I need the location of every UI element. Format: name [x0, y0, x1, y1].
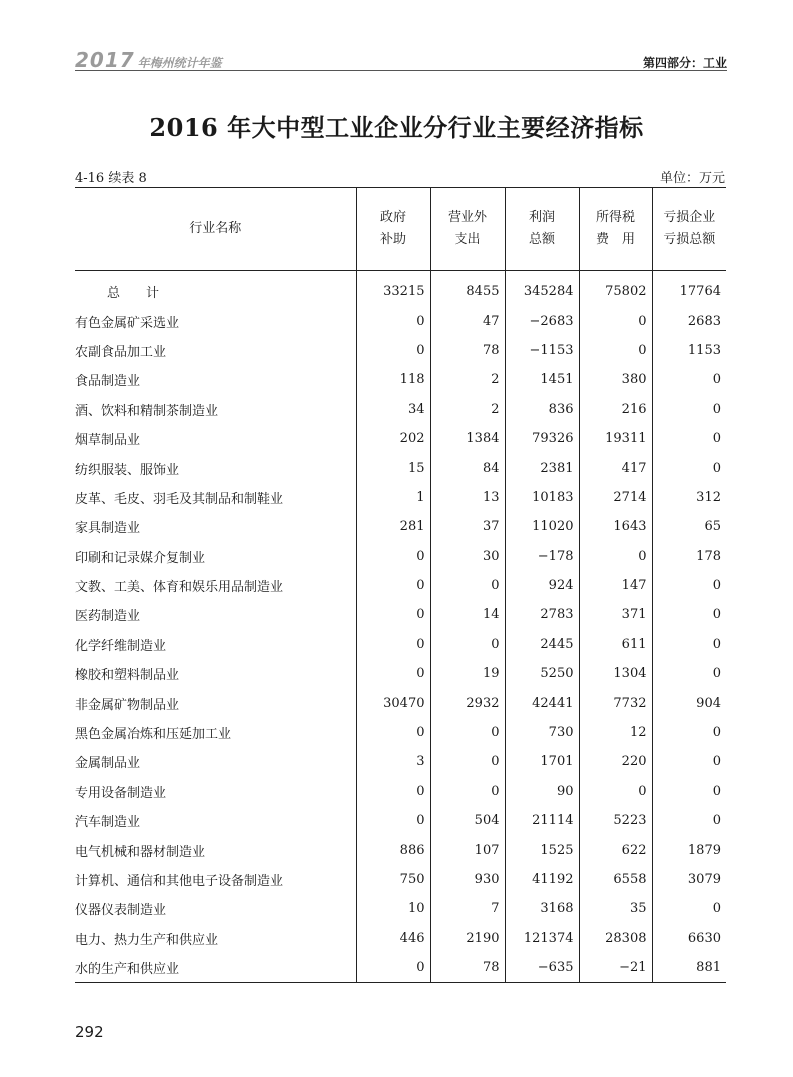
table-cell: 78: [430, 953, 505, 983]
table-cell: 107: [430, 835, 505, 864]
industry-name: 电力、热力生产和供应业: [75, 932, 219, 948]
table-code: 4-16 续表 8: [75, 171, 147, 186]
table-cell: 0: [356, 571, 430, 600]
header-nonop-expense: 营业外 支出: [430, 188, 505, 271]
table-cell: 1153: [652, 336, 726, 365]
industry-name: 橡胶和塑料制品业: [75, 668, 180, 684]
table-cell: 0: [579, 777, 652, 806]
table-cell: 1525: [505, 835, 579, 864]
table-cell: 21114: [505, 806, 579, 835]
table-row: [75, 512, 726, 541]
industry-name: 医药制造业: [75, 609, 141, 625]
table-cell: −635: [505, 953, 579, 983]
table-cell: 216: [579, 395, 652, 424]
table-cell: 904: [652, 688, 726, 717]
industry-name: 金属制品业: [75, 756, 141, 772]
table-row: [75, 395, 726, 424]
table-cell: 202: [356, 424, 430, 453]
table-cell: 930: [430, 865, 505, 894]
table-cell: 0: [356, 718, 430, 747]
table-cell: 8455: [430, 271, 505, 307]
table-cell: 11020: [505, 512, 579, 541]
table-cell: 0: [652, 571, 726, 600]
industry-name: 计算机、通信和其他电子设备制造业: [75, 874, 284, 889]
table-cell: 0: [652, 453, 726, 482]
table-cell: 19: [430, 659, 505, 688]
table-cell: 15: [356, 453, 430, 482]
table-cell: 0: [356, 777, 430, 806]
header-total-profit: 利润 总额: [505, 188, 579, 271]
running-head: [75, 44, 727, 71]
industry-name: 皮革、毛皮、羽毛及其制品和制鞋业: [75, 491, 284, 507]
header-gov-subsidy: 政府 补助: [356, 188, 430, 271]
table-cell: 2381: [505, 453, 579, 482]
industry-name: 烟草制品业: [75, 433, 141, 449]
table-cell: −21: [579, 953, 652, 983]
table-cell: 1304: [579, 659, 652, 688]
industry-name: 电气机械和器材制造业: [75, 844, 206, 860]
table-cell: 6558: [579, 865, 652, 894]
table-cell: 886: [356, 835, 430, 864]
table-row: [75, 835, 726, 864]
industry-name: 纺织服装、服饰业: [75, 462, 180, 478]
table-cell: 10: [356, 894, 430, 923]
table-row: [75, 630, 726, 659]
industry-name: 非金属矿物制品业: [75, 697, 180, 713]
table-cell: 622: [579, 835, 652, 864]
table-row: [75, 542, 726, 571]
table-cell: 0: [356, 806, 430, 835]
table-cell: 1: [356, 483, 430, 512]
industry-name: 黑色金属冶炼和压延加工业: [75, 727, 232, 743]
table-row: [75, 777, 726, 806]
table-cell: 2445: [505, 630, 579, 659]
table-cell: 504: [430, 806, 505, 835]
industry-name: 食品制造业: [75, 374, 141, 390]
table-cell: 0: [356, 306, 430, 335]
table-cell: 730: [505, 718, 579, 747]
table-cell: 0: [652, 777, 726, 806]
table-cell: 0: [652, 630, 726, 659]
table-cell: 0: [356, 542, 430, 571]
table-cell: 3: [356, 747, 430, 776]
table-cell: 42441: [505, 688, 579, 717]
table-cell: 35: [579, 894, 652, 923]
section-title: 第四部分：工业: [642, 56, 727, 70]
table-row: [75, 306, 726, 335]
table-cell: 0: [652, 424, 726, 453]
yearbook-logo: [75, 48, 222, 72]
table-cell: 2190: [430, 924, 505, 953]
table-cell: −178: [505, 542, 579, 571]
table-row: [75, 894, 726, 923]
industry-name: 汽车制造业: [75, 815, 141, 831]
table-cell: 5250: [505, 659, 579, 688]
indicators-table: [75, 187, 726, 983]
table-cell: 0: [652, 718, 726, 747]
table-row: [75, 747, 726, 776]
industry-name: 专用设备制造业: [75, 785, 167, 801]
table-cell: 79326: [505, 424, 579, 453]
table-cell: 7732: [579, 688, 652, 717]
table-cell: 0: [356, 659, 430, 688]
table-row: [75, 659, 726, 688]
table-cell: 2: [430, 365, 505, 394]
table-cell: 881: [652, 953, 726, 983]
page-number: 292: [75, 1023, 104, 1041]
table-cell: 34: [356, 395, 430, 424]
yearbook-year: 2017: [75, 48, 135, 72]
table-cell: 0: [430, 718, 505, 747]
table-cell: 2683: [652, 306, 726, 335]
table-cell: 380: [579, 365, 652, 394]
table-row: [75, 453, 726, 482]
table-cell: 1384: [430, 424, 505, 453]
industry-name: 印刷和记录媒介复制业: [75, 550, 206, 566]
table-row: [75, 688, 726, 717]
table-cell: 2714: [579, 483, 652, 512]
header-industry: 行业名称: [75, 188, 356, 271]
table-cell: 12: [579, 718, 652, 747]
table-cell: 19311: [579, 424, 652, 453]
table-cell: 2783: [505, 600, 579, 629]
table-row: [75, 483, 726, 512]
table-cell: 37: [430, 512, 505, 541]
table-cell: 0: [356, 630, 430, 659]
header-income-tax: 所得税 费 用: [579, 188, 652, 271]
table-cell: 2932: [430, 688, 505, 717]
table-cell: 1701: [505, 747, 579, 776]
table-cell: 0: [430, 630, 505, 659]
table-cell: 90: [505, 777, 579, 806]
table-cell: 0: [579, 542, 652, 571]
table-cell: 3079: [652, 865, 726, 894]
table-cell: 0: [356, 953, 430, 983]
table-cell: 0: [652, 747, 726, 776]
industry-name: 文教、工美、体育和娱乐用品制造业: [75, 580, 284, 596]
table-cell: 13: [430, 483, 505, 512]
header-row: [75, 188, 726, 271]
table-row: [75, 571, 726, 600]
table-cell: 178: [652, 542, 726, 571]
table-row: [75, 865, 726, 894]
table-cell: 30: [430, 542, 505, 571]
table-cell: 17764: [652, 271, 726, 307]
table-cell: 0: [356, 336, 430, 365]
industry-name: 农副食品加工业: [75, 344, 167, 360]
table-cell: 0: [430, 777, 505, 806]
table-cell: 33215: [356, 271, 430, 307]
table-cell: 78: [430, 336, 505, 365]
table-cell: 1643: [579, 512, 652, 541]
table-cell: 1879: [652, 835, 726, 864]
table-cell: 836: [505, 395, 579, 424]
table-cell: 0: [579, 336, 652, 365]
industry-name: 化学纤维制造业: [75, 638, 167, 654]
table-cell: 0: [652, 659, 726, 688]
table-row: [75, 953, 726, 983]
table-row: [75, 365, 726, 394]
table-cell: 0: [430, 571, 505, 600]
table-row: [75, 718, 726, 747]
industry-name: 酒、饮料和精制茶制造业: [75, 403, 219, 419]
table-row: [75, 600, 726, 629]
table-cell: 1451: [505, 365, 579, 394]
industry-name: 家具制造业: [75, 521, 141, 537]
yearbook-name: 年梅州统计年鉴: [137, 56, 222, 70]
table-cell: 118: [356, 365, 430, 394]
table-cell: 281: [356, 512, 430, 541]
table-cell: 3168: [505, 894, 579, 923]
page-title: 2016 年大中型工业企业分行业主要经济指标: [149, 113, 644, 142]
table-cell: 5223: [579, 806, 652, 835]
table-cell: −1153: [505, 336, 579, 365]
table-cell: 220: [579, 747, 652, 776]
table-cell: 750: [356, 865, 430, 894]
table-row: [75, 424, 726, 453]
table-cell: 312: [652, 483, 726, 512]
table-cell: 7: [430, 894, 505, 923]
table-cell: 10183: [505, 483, 579, 512]
table-cell: 6630: [652, 924, 726, 953]
table-cell: 371: [579, 600, 652, 629]
table-cell: 417: [579, 453, 652, 482]
table-cell: 47: [430, 306, 505, 335]
table-cell: 2: [430, 395, 505, 424]
table-row: [75, 924, 726, 953]
table-cell: 0: [652, 894, 726, 923]
table-cell: 14: [430, 600, 505, 629]
total-label: 总 计: [107, 286, 160, 302]
table-cell: 30470: [356, 688, 430, 717]
table-cell: 84: [430, 453, 505, 482]
table-cell: 446: [356, 924, 430, 953]
table-cell: 147: [579, 571, 652, 600]
table-row: [75, 806, 726, 835]
industry-name: 水的生产和供应业: [75, 953, 356, 983]
table-cell: 0: [579, 306, 652, 335]
unit-label: 单位：万元: [659, 171, 725, 186]
table-cell: 75802: [579, 271, 652, 307]
industry-name: 仪器仪表制造业: [75, 903, 167, 919]
table-cell: 0: [652, 806, 726, 835]
table-cell: 28308: [579, 924, 652, 953]
header-loss-total: 亏损企业 亏损总额: [652, 188, 726, 271]
table-cell: 924: [505, 571, 579, 600]
table-cell: 0: [652, 395, 726, 424]
table-cell: 345284: [505, 271, 579, 307]
total-row: [75, 271, 726, 307]
table-cell: −2683: [505, 306, 579, 335]
table-cell: 0: [652, 600, 726, 629]
table-cell: 0: [652, 365, 726, 394]
table-cell: 0: [430, 747, 505, 776]
table-cell: 41192: [505, 865, 579, 894]
industry-name: 有色金属矿采选业: [75, 315, 180, 331]
table-cell: 65: [652, 512, 726, 541]
table-cell: 121374: [505, 924, 579, 953]
table-cell: 0: [356, 600, 430, 629]
table-row: [75, 336, 726, 365]
table-cell: 611: [579, 630, 652, 659]
